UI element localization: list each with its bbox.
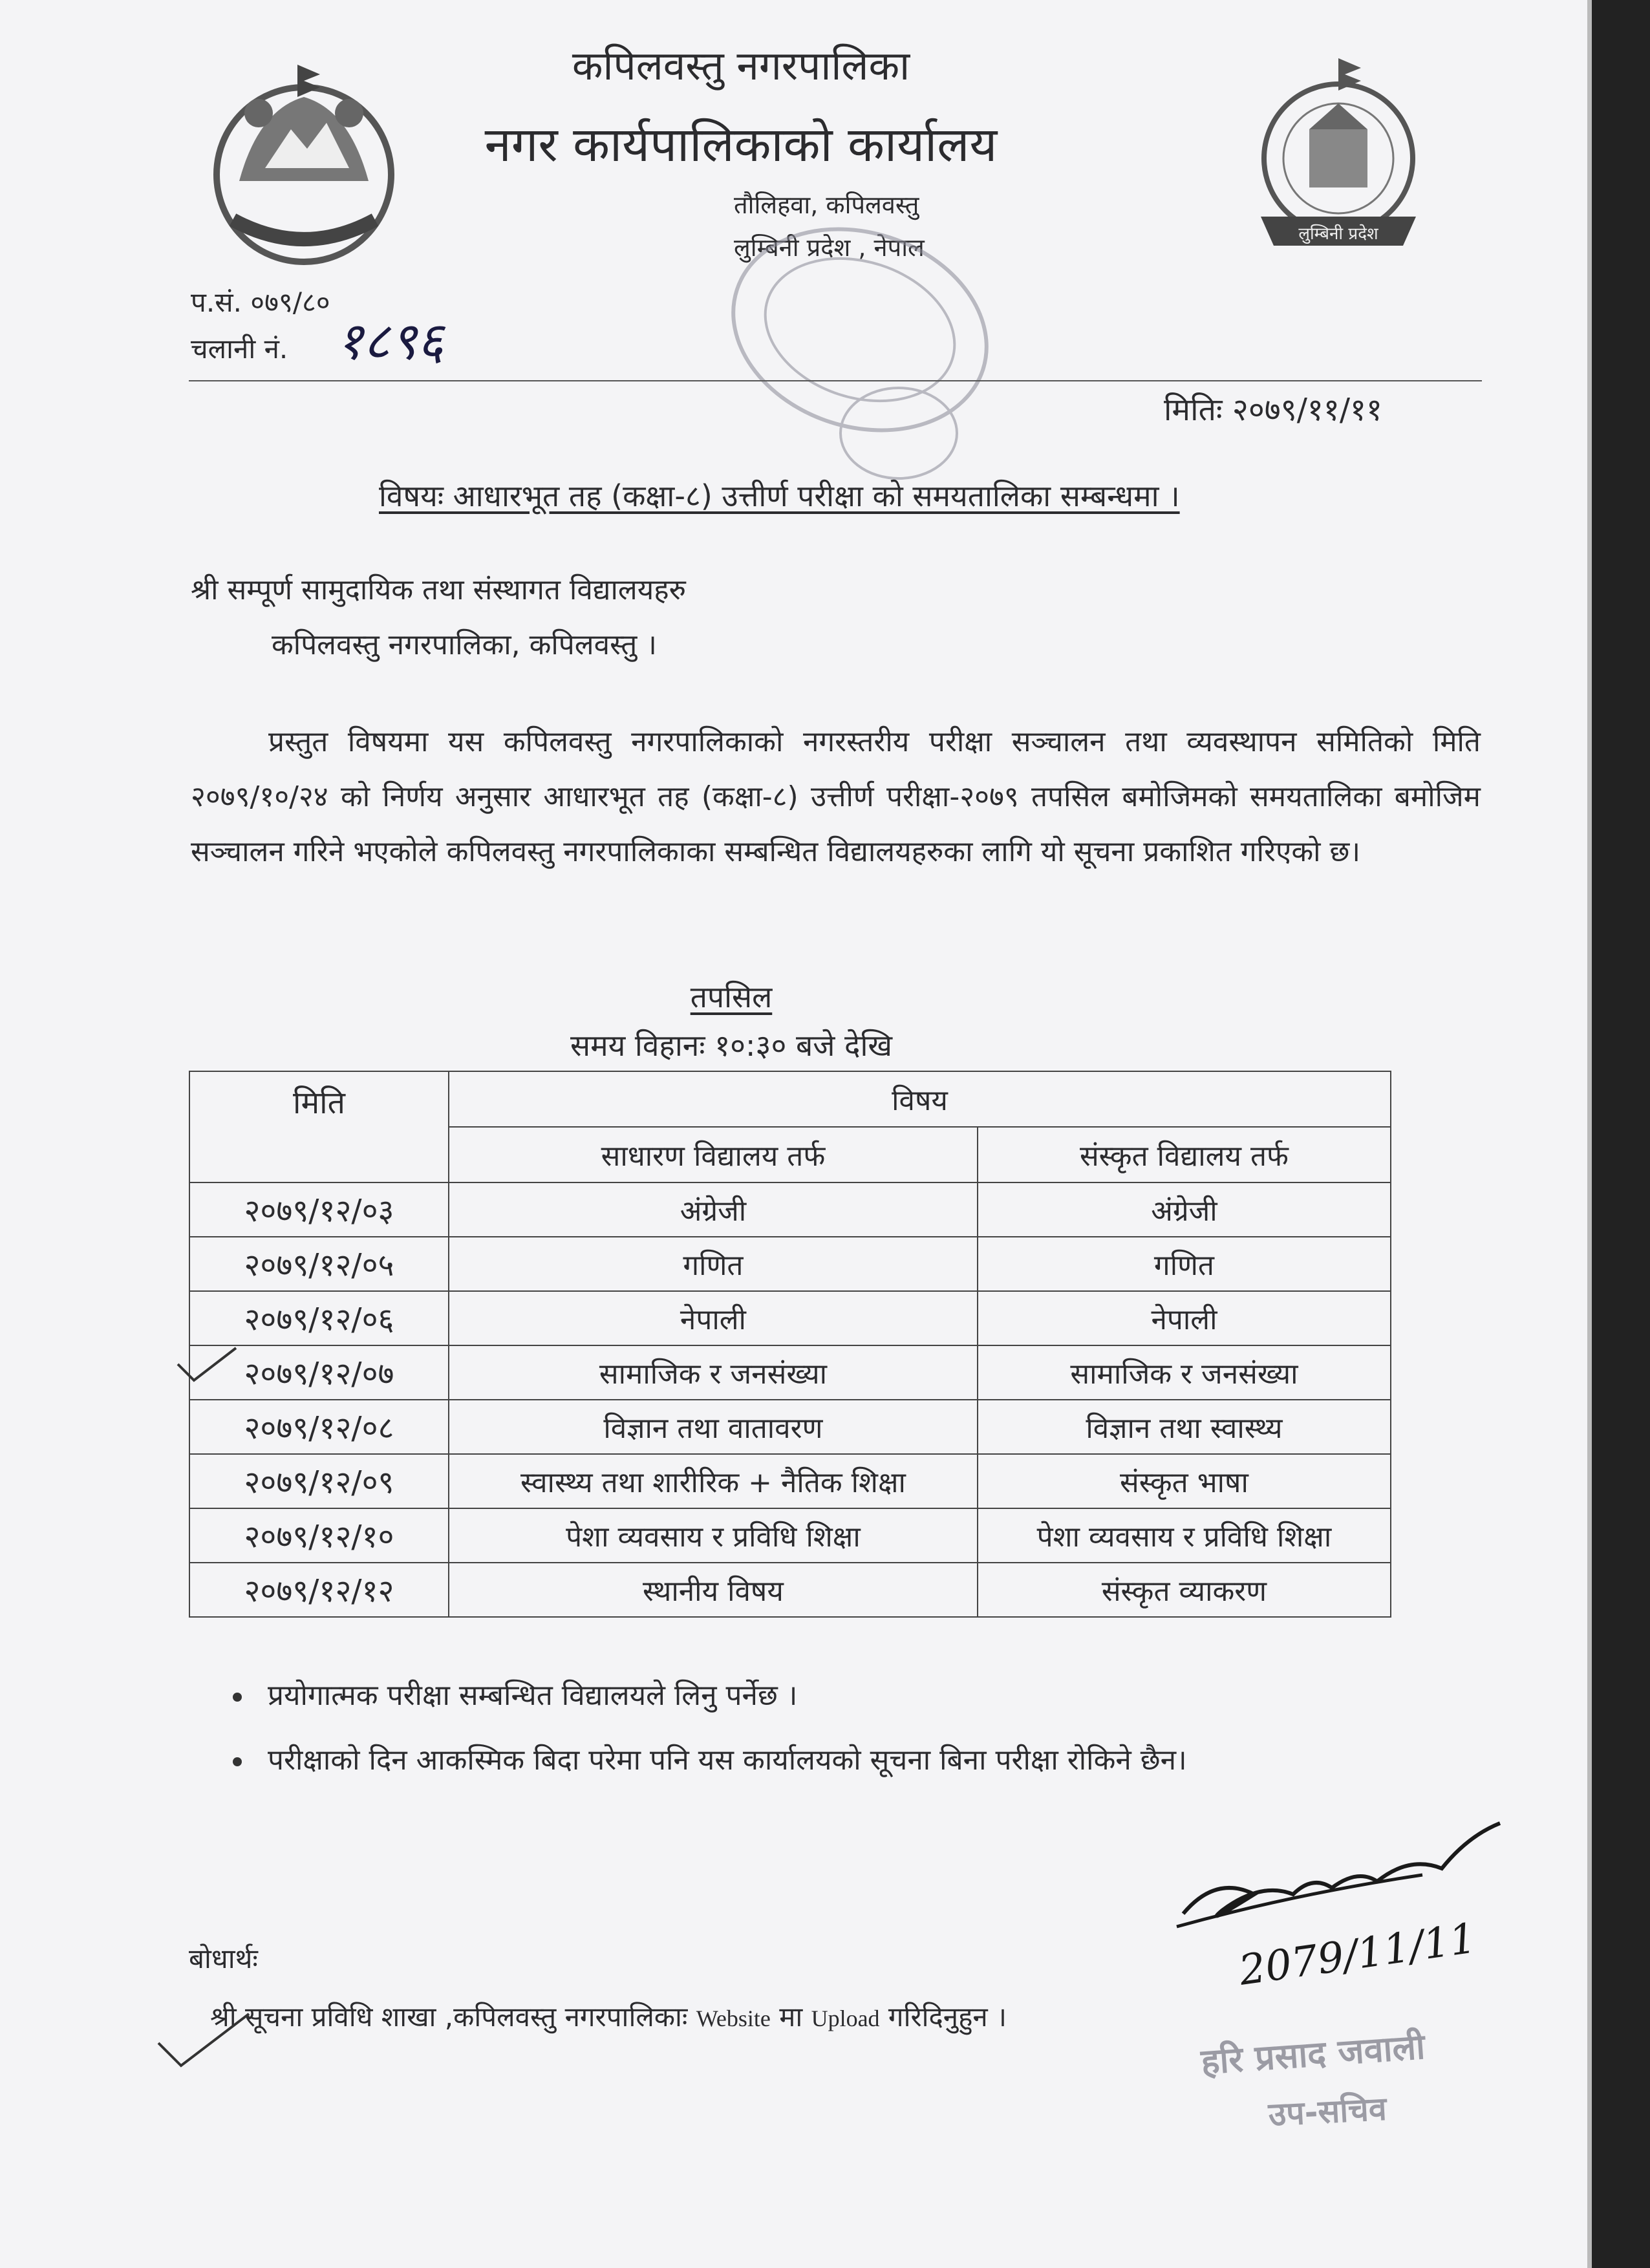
row-sanskrit-subject: नेपाली: [978, 1291, 1391, 1345]
table-row: [189, 1563, 1391, 1617]
dispatch-number: १८९६: [336, 311, 444, 371]
table-row: [189, 1454, 1391, 1508]
bullet-icon: [233, 1757, 242, 1766]
row-date: २०७९/१२/१२: [189, 1563, 449, 1617]
row-date: २०७९/१२/०३: [189, 1182, 449, 1237]
note-text: परीक्षाको दिन आकस्मिक बिदा परेमा पनि यस कार्यालयको सूचना बिना परीक्षा रोकिने छैन।: [268, 1744, 1187, 1777]
schedule-heading: तपसिल: [690, 979, 773, 1014]
row-general-subject: गणित: [449, 1237, 978, 1291]
logo-banner-text: लुम्बिनी प्रदेश: [1298, 224, 1378, 244]
row-date: २०७९/१२/०८: [189, 1400, 449, 1454]
row-general-subject: सामाजिक र जनसंख्या: [449, 1345, 978, 1400]
row-general-subject: अंग्रेजी: [449, 1182, 978, 1237]
row-date: २०७९/१२/०७: [189, 1345, 449, 1400]
row-general-subject: विज्ञान तथा वातावरण: [449, 1400, 978, 1454]
tick-mark-icon: [155, 2011, 252, 2069]
header-subject: विषय: [449, 1071, 1391, 1127]
row-sanskrit-subject: संस्कृत भाषा: [978, 1454, 1391, 1508]
office-name-line2: नगर कार्यपालिकाको कार्यालय: [484, 117, 998, 173]
fiscal-year-ref: प.सं. ०७९/८०: [191, 286, 330, 318]
note-item: [233, 1674, 797, 1713]
signatory-name-stamp: हरि प्रसाद जवाली: [1199, 2026, 1427, 2082]
row-sanskrit-subject: अंग्रेजी: [978, 1182, 1391, 1237]
cc-label: बोधार्थः: [189, 1943, 258, 1974]
note-text: प्रयोगात्मक परीक्षा सम्बन्धित विद्यालयले लिनु पर्नेछ ।: [268, 1679, 798, 1712]
address-line1: तौलिहवा, कपिलवस्तु: [734, 191, 919, 219]
row-sanskrit-subject: सामाजिक र जनसंख्या: [978, 1345, 1391, 1400]
row-date: २०७९/१२/०९: [189, 1454, 449, 1508]
signature-icon: [1164, 1797, 1526, 2011]
row-general-subject: नेपाली: [449, 1291, 978, 1345]
row-general-subject: स्वास्थ्य तथा शारीरिक + नैतिक शिक्षा: [449, 1454, 978, 1508]
note-item: [233, 1739, 1187, 1778]
table-row: [189, 1182, 1391, 1237]
signature-date: 2079/11/11: [1236, 1914, 1479, 1995]
body-paragraph: प्रस्तुत विषयमा यस कपिलवस्तु नगरपालिकाको नगरस्तरीय परीक्षा सञ्चालन तथा व्यवस्थापन समितिको मिति २०७९/१०/२४ को निर्णय अनुसार आधारभूत तह (कक्षा-८) उत्तीर्ण परीक्षा-२०७९ तपसिल बमोजिमको समयतालिका बमोजिम सञ्चालन गरिने भएकोले कपिलवस्तु नगरपालिकाका सम्बन्धित विद्यालयहरुका लागि यो सूचना प्रकाशित गरिएको छ।: [191, 725, 1481, 868]
cc-website: Website: [696, 2006, 771, 2031]
row-date: २०७९/१२/०५: [189, 1237, 449, 1291]
letter-date: मितिः २०७९/११/११: [1164, 392, 1382, 428]
cc-ma: मा: [779, 2001, 803, 2033]
table-row: [189, 1345, 1391, 1400]
row-general-subject: पेशा व्यवसाय र प्रविधि शिक्षा: [449, 1508, 978, 1563]
row-sanskrit-subject: गणित: [978, 1237, 1391, 1291]
recipient-line2: कपिलवस्तु नगरपालिका, कपिलवस्तु ।: [272, 628, 657, 661]
signatory-title-stamp: उप-सचिव: [1267, 2090, 1388, 2134]
table-row: [189, 1508, 1391, 1563]
row-sanskrit-subject: संस्कृत व्याकरण: [978, 1563, 1391, 1617]
office-seal-stamp: [705, 220, 1002, 491]
table-row: [189, 1291, 1391, 1345]
tick-mark-icon: [175, 1345, 239, 1384]
recipient-line1: श्री सम्पूर्ण सामुदायिक तथा संस्थागत विद्यालयहरु: [191, 573, 686, 606]
table-row: [189, 1237, 1391, 1291]
table-row: [189, 1400, 1391, 1454]
dispatch-label: चलानी नं.: [191, 333, 288, 365]
address-line2: लुम्बिनी प्रदेश , नेपाल: [734, 233, 925, 262]
header-sanskrit-school: संस्कृत विद्यालय तर्फ: [978, 1127, 1391, 1182]
municipality-logo-icon: [1241, 58, 1435, 265]
bullet-icon: [233, 1693, 242, 1702]
row-date: २०७९/१२/१०: [189, 1508, 449, 1563]
cc-line: [210, 1998, 1007, 2035]
header-date: मिति: [189, 1071, 449, 1182]
row-general-subject: स्थानीय विषय: [449, 1563, 978, 1617]
cc-recipient: श्री सूचना प्रविधि शाखा ,कपिलवस्तु नगरपालिकाः: [210, 2001, 688, 2033]
header-divider: [189, 380, 1482, 381]
letter-subject: विषयः आधारभूत तह (कक्षा-८) उत्तीर्ण परीक्षा को समयतालिका सम्बन्धमा ।: [379, 478, 1180, 513]
office-name-line1: कपिलवस्तु नगरपालिका: [572, 42, 910, 89]
scan-edge: [1592, 0, 1650, 2268]
row-date: २०७९/१२/०६: [189, 1291, 449, 1345]
cc-request: गरिदिनुहुन ।: [888, 2001, 1007, 2033]
row-sanskrit-subject: विज्ञान तथा स्वास्थ्य: [978, 1400, 1391, 1454]
cc-upload: Upload: [811, 2006, 880, 2031]
header-general-school: साधारण विद्यालय तर्फ: [449, 1127, 978, 1182]
row-sanskrit-subject: पेशा व्यवसाय र प्रविधि शिक्षा: [978, 1508, 1391, 1563]
exam-time: समय विहानः १०:३० बजे देखि: [570, 1028, 892, 1063]
exam-schedule-table: [189, 1071, 1391, 1618]
